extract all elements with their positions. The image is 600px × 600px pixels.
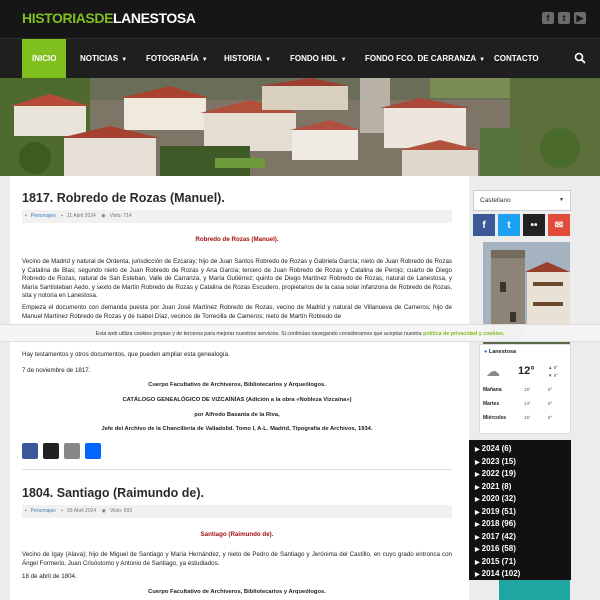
triangle-right-icon: ▶ (475, 484, 480, 491)
chevron-down-icon: ▼ (201, 57, 208, 63)
arrow-up-icon: ▲ (548, 365, 553, 370)
cookie-text: Esta web utiliza cookies propias y de terceros para mejorar nuestros servicios. Si continúas navegando consideramos que aceptas nuestra (95, 331, 424, 337)
archive-list (469, 440, 571, 580)
nav-item-contacto[interactable] (484, 39, 549, 78)
archive-label: 2018 (96) (481, 519, 516, 528)
share-buttons (22, 443, 452, 459)
archive-item[interactable] (475, 544, 516, 553)
weather-high-value: 9° (553, 365, 559, 370)
chevron-down-icon: ▼ (340, 57, 347, 63)
nav-label: INICIO (32, 54, 57, 63)
archive-item[interactable] (475, 532, 516, 541)
nav-label: CONTACTO (494, 54, 539, 63)
main-content (10, 176, 469, 600)
archive-item[interactable] (475, 444, 511, 453)
article-title[interactable]: 1817. Robredo de Rozas (Manuel). (22, 191, 225, 205)
archive-label: 2017 (42) (481, 531, 516, 541)
cloud-icon: ☁ (486, 363, 500, 379)
article-paragraph: Vecino de Igay (Alava); hijo de Miguel de Santiago y María Hernández, y nieto de Pedro de Santiago y Jerónima del Castillo, en cuyo grado entronca con Ángel Formerio, Juan Crisóstomo y Antonio de Santiago, ya estudiados. (22, 551, 452, 567)
facebook-icon[interactable]: f (473, 214, 495, 236)
archive-label: 2024 (6) (481, 444, 512, 453)
archive-label: 2021 (8) (481, 481, 512, 491)
article-date-line: 7 de noviembre de 1817. (22, 366, 91, 374)
triangle-right-icon: ▶ (475, 522, 480, 528)
archive-item[interactable] (475, 519, 516, 528)
language-value: Castellano (480, 197, 511, 204)
folder-icon: ▪ (25, 508, 27, 514)
article-2 (22, 486, 452, 599)
eye-icon: ◉ (101, 213, 106, 219)
triangle-right-icon: ▶ (475, 547, 480, 553)
hero-village-image (0, 78, 600, 176)
article-title[interactable]: 1804. Santiago (Raimundo de). (22, 486, 204, 500)
top-bar (0, 0, 600, 38)
logo-part-2: LANESTOSA (113, 10, 196, 26)
weather-day-label: Martes (483, 401, 500, 407)
article-visits: Visto: 693 (109, 508, 133, 514)
nav-label: FONDO FCO. DE CARRANZA (365, 54, 477, 63)
chevron-down-icon: ▼ (559, 197, 564, 203)
article-meta (22, 210, 452, 223)
archive-label: 2023 (15) (481, 456, 516, 466)
archive-label: 2016 (58) (481, 544, 516, 553)
nav-item-inicio[interactable] (22, 39, 66, 78)
sidebar-widget-teal (499, 580, 570, 600)
citation-line: Cuerpo Facultativo de Archiveros, Bibliotecarios y Arqueólogos. (148, 382, 326, 389)
nav-label: NOTICIAS (80, 54, 119, 63)
site-logo[interactable] (22, 10, 196, 26)
language-select[interactable] (473, 190, 571, 211)
archive-item[interactable] (475, 457, 516, 466)
triangle-right-icon: ▶ (475, 534, 480, 541)
archive-item[interactable] (475, 557, 516, 566)
triangle-right-icon: ▶ (475, 447, 480, 453)
triangle-right-icon: ▶ (475, 509, 480, 516)
chevron-down-icon: ▼ (265, 57, 272, 63)
citation-line: por Alfredo Basanta de la Riva, (194, 411, 280, 418)
calendar-icon: ▪ (61, 508, 63, 514)
weather-temp: 12° (518, 365, 535, 377)
weather-low-now (548, 373, 558, 378)
triangle-right-icon: ▶ (475, 472, 480, 478)
weather-widget (479, 344, 571, 434)
article-visits: Visto: 714 (109, 213, 132, 219)
citation-line: CATÁLOGO GENEALÓGICO DE VIZCAÍNÍAS (Adición a la obra «Nobleza Vizcaína») (122, 396, 352, 403)
email-icon[interactable]: ✉ (548, 214, 570, 236)
calendar-icon: ▪ (61, 213, 63, 219)
sidebar (469, 176, 600, 600)
archive-label: 2014 (102) (481, 569, 521, 578)
archive-label: 2020 (32) (481, 494, 516, 503)
article-category[interactable]: Personajes (30, 508, 56, 514)
main-nav (0, 38, 600, 78)
weather-day-label: Mañana (483, 387, 502, 393)
weather-high-now (548, 365, 558, 370)
nav-item-fotografia[interactable] (136, 39, 218, 78)
weather-day-low: 9° (548, 387, 553, 392)
location-icon: ● (484, 349, 488, 355)
flickr-icon[interactable]: •• (523, 214, 545, 236)
article-1-continued (22, 351, 452, 470)
twitter-icon[interactable]: t (498, 214, 520, 236)
triangle-right-icon: ▶ (475, 559, 480, 566)
logo-part-1: HISTORIASDE (22, 10, 114, 26)
archive-item[interactable] (475, 469, 516, 478)
archive-label: 2015 (71) (481, 556, 516, 566)
nav-item-fondo-hdl[interactable] (280, 39, 357, 78)
chevron-down-icon: ▼ (479, 57, 486, 63)
triangle-right-icon: ▶ (475, 459, 480, 466)
chevron-down-icon: ▼ (121, 57, 128, 63)
article-date: 09 Abril 2024 (66, 508, 97, 514)
archive-label: 2019 (51) (481, 506, 516, 516)
article-1 (22, 191, 452, 321)
article-meta (22, 505, 452, 518)
article-date-line: 18 de abril de 1804. (22, 573, 77, 581)
triangle-right-icon: ▶ (475, 572, 480, 578)
archive-label: 2022 (19) (481, 469, 516, 478)
search-icon[interactable] (574, 52, 586, 64)
article-heading: Santiago (Raimundo de). (200, 531, 274, 538)
divider (22, 469, 452, 470)
triangle-right-icon: ▶ (475, 497, 480, 503)
nav-label: HISTORIA (224, 54, 263, 63)
article-paragraph: Hay testamentos y otros documentos, que pueden ampliar esta genealogía. (22, 351, 230, 358)
social-top (542, 12, 586, 24)
twitter-icon[interactable]: t (558, 12, 570, 24)
facebook-share-icon[interactable] (22, 443, 38, 459)
archive-item[interactable] (475, 569, 520, 578)
nav-item-noticias[interactable] (70, 39, 137, 78)
article-paragraph: Vecino de Madrid y natural de Ordenta, jurisdicción de Ezcaray; hijo de Juan Santos Robredo de Rozas y Gabriela García; nieto de Juan Robredo de Rozas y Catalina de Blas; segundo nieto de Juan Robredo de Rozas y Ana García; tercero de Juan Robredo de Rozas y Catalina de Perojo; cuarto de Diego Robredo de Rozas, natural de San Esteban, Valle de Carranza, y María Gutiérrez; quinto de Diego Martínez Robredo de Rozas, natural de Lanestosa, y María Santisteban Aedo, y sexto de Martín Robredo de Rozas y Catalina de Rozas Escudero, propietarios de la casa solar infanzona de Robredo de Rozas, sita y notoria en Lanestosa. (22, 258, 452, 300)
eye-icon: ◉ (101, 508, 106, 514)
weather-day-high: 14° (524, 401, 531, 406)
nav-label: FOTOGRAFÍA (146, 54, 199, 63)
weather-day-low: 9° (548, 401, 553, 406)
email-share-icon[interactable] (64, 443, 80, 459)
weather-day-label: Miércoles (483, 415, 507, 421)
x-share-icon[interactable] (43, 443, 59, 459)
arrow-down-icon: ▼ (548, 373, 553, 378)
folder-icon: ▪ (25, 213, 27, 219)
article-date: 11 Abril 2024 (66, 213, 96, 219)
nav-item-fondo-carranza[interactable] (355, 39, 495, 78)
archive-item[interactable] (475, 494, 516, 503)
cookie-policy-link[interactable]: política de privacidad y cookies. (423, 331, 505, 337)
article-paragraph: Empieza el documento con demanda puesta por Juan José Martínez Robredo de Rozas, vecino de Madrid y natural de Villanueva de Cameros; hijo de Manuel Martínez Robredo de Rozas y de Isabel Díaz, vecinos de Torrecilla de Cameros; nieto de Martín Robredo de (22, 303, 452, 320)
weather-day-high: 15° (524, 387, 531, 392)
share-plus-icon[interactable] (85, 443, 101, 459)
archive-item[interactable] (475, 482, 511, 491)
article-category[interactable]: Personajes (30, 213, 56, 219)
citation-line: Jefe del Archivo de la Chancillería de Valladolid. Tomo I, A-L. Madrid, Tipografía de Archivos, 1934. (101, 426, 373, 433)
citation-line: Cuerpo Facultativo de Archiveros, Bibliotecarios y Arqueólogos. (148, 588, 326, 595)
weather-low-value: 9° (553, 373, 559, 378)
weather-day-low: 8° (548, 415, 553, 420)
article-citation (22, 378, 452, 437)
cookie-banner (0, 324, 600, 342)
archive-item[interactable] (475, 507, 516, 516)
weather-place: Lanestosa (488, 349, 517, 355)
youtube-icon[interactable]: ▶ (574, 12, 586, 24)
nav-label: FONDO HDL (290, 54, 338, 63)
weather-title (484, 349, 516, 355)
facebook-icon[interactable]: f (542, 12, 554, 24)
nav-item-historia[interactable] (214, 39, 281, 78)
article-heading: Robredo de Rozas (Manuel). (195, 236, 279, 243)
weather-day-high: 15° (524, 415, 531, 420)
